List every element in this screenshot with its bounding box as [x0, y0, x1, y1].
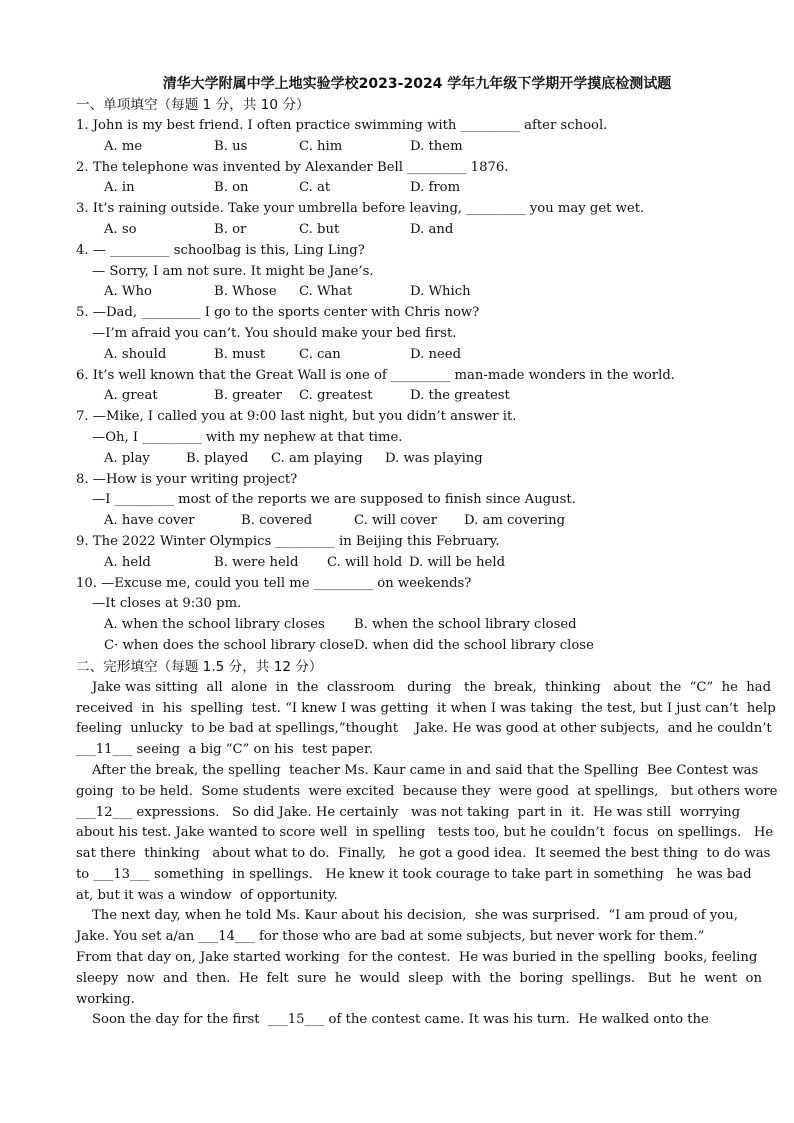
answer-option: D. the greatest — [410, 388, 510, 404]
answer-option: B. were held — [214, 554, 299, 570]
passage-paragraph — [76, 906, 738, 948]
passage-line: to ___13___ something in spellings. He knew it took courage to take part in something he was bad — [76, 866, 752, 882]
options-row — [76, 282, 718, 303]
page-title: 清华大学附属中学上地实验学校2023-2024 学年九年级下学期开学摸底检测试题 — [162, 76, 672, 92]
answer-option: A. should — [104, 346, 167, 362]
passage-paragraph — [76, 678, 776, 761]
answer-option: B. covered — [241, 513, 313, 529]
question-dialog-line: —Oh, I _________ with my nephew at that time. — [92, 429, 403, 445]
question-stem: 2. The telephone was invented by Alexander Bell _________ 1876. — [76, 159, 509, 175]
answer-option: A. held — [104, 554, 151, 570]
answer-option: D. them — [410, 138, 463, 154]
options-row — [76, 386, 718, 407]
answer-option: D. when did the school library close — [354, 637, 594, 653]
answer-option: C. greatest — [299, 388, 373, 404]
question-dialog-line: — Sorry, I am not sure. It might be Jane’s. — [92, 263, 374, 279]
answer-option: C. will hold — [327, 554, 403, 570]
answer-option: B. Whose — [214, 284, 277, 300]
options-row — [76, 449, 718, 470]
exam-page — [76, 74, 778, 1031]
answer-option: B. or — [214, 221, 247, 237]
question-stem: 1. John is my best friend. I often practice swimming with _________ after school. — [76, 118, 608, 133]
section1-questions — [76, 116, 718, 657]
passage-line: feeling unlucky to be bad at spellings,”thought Jake. He was good at other subjects, and he couldn’t — [76, 721, 772, 737]
question-dialog-line: —I’m afraid you can’t. You should make your bed first. — [92, 325, 457, 341]
question-stem: 10. —Excuse me, could you tell me _________ on weekends? — [76, 575, 472, 591]
question-stem: 3. It’s raining outside. Take your umbrella before leaving, _________ you may get wet. — [76, 201, 645, 217]
passage-paragraph — [76, 1010, 718, 1031]
options-row — [76, 345, 718, 366]
passage-line: working. — [76, 991, 135, 1007]
passage-line: sleepy now and then. He felt sure he would sleep with the boring spellings. But he went on — [76, 970, 762, 986]
passage-line: From that day on, Jake started working for the contest. He was buried in the spelling books, feeling — [76, 950, 758, 966]
options-row — [76, 553, 718, 574]
passage-line: Jake. You set a/an ___14___ for those who are bad at some subjects, but never work for them.” — [76, 929, 705, 945]
answer-option: C. at — [299, 180, 331, 196]
question-stem: 5. —Dad, _________ I go to the sports center with Chris now? — [76, 305, 480, 321]
answer-option: B. us — [214, 138, 248, 154]
question-dialog-line: —It closes at 9:30 pm. — [92, 596, 242, 612]
answer-option: A. Who — [104, 284, 152, 300]
answer-option: C. am playing — [271, 450, 363, 466]
answer-option: A. great — [104, 388, 158, 404]
answer-option: B. when the school library closed — [354, 617, 577, 633]
question-dialog-line: —I _________ most of the reports we are supposed to finish since August. — [92, 492, 576, 508]
options-row — [76, 636, 718, 657]
passage-line: going to be held. Some students were excited because they were good at spellings, but others wore — [76, 783, 778, 799]
answer-option: B. must — [214, 346, 266, 362]
answer-option: D. will be held — [409, 554, 506, 570]
answer-option: D. need — [410, 346, 462, 362]
answer-option: A. play — [104, 450, 150, 466]
answer-option: A. me — [104, 138, 143, 154]
answer-option: A. so — [104, 221, 137, 237]
options-row — [76, 220, 718, 241]
answer-option: C. but — [299, 221, 340, 237]
section2-heading: 二、完形填空（每题 1.5 分，共 12 分） — [76, 658, 323, 675]
answer-option: D. Which — [410, 284, 471, 300]
passage-line: sat there thinking about what to do. Finally, he got a good idea. It seemed the best thing to do was — [76, 846, 771, 862]
options-row — [76, 615, 718, 636]
passage-line: Soon the day for the first ___15___ of the contest came. It was his turn. He walked onto the — [92, 1012, 709, 1028]
passage-line: received in his spelling test. “I knew I was getting it when I was taking the test, but I just can’t help — [76, 700, 776, 716]
question-stem: 7. —Mike, I called you at 9:00 last night, but you didn’t answer it. — [76, 409, 517, 425]
answer-option: C. him — [299, 138, 343, 154]
answer-option: B. played — [186, 450, 249, 466]
section2-passage — [76, 678, 778, 1032]
answer-option: C. What — [299, 284, 353, 300]
answer-option: D. and — [410, 221, 454, 237]
answer-option: C· when does the school library close — [104, 637, 354, 653]
answer-option: A. in — [104, 180, 135, 196]
options-row — [76, 137, 718, 158]
answer-option: B. greater — [214, 388, 282, 404]
passage-line: After the break, the spelling teacher Ms. Kaur came in and said that the Spelling Bee Contest was — [92, 762, 759, 778]
question-stem: 8. —How is your writing project? — [76, 471, 298, 487]
question-stem: 9. The 2022 Winter Olympics _________ in Beijing this February. — [76, 533, 500, 549]
section1-heading: 一、单项填空（每题 1 分，共 10 分） — [76, 97, 310, 113]
answer-option: A. have cover — [104, 513, 195, 529]
answer-option: D. am covering — [464, 513, 566, 529]
passage-line: ___12___ expressions. So did Jake. He certainly was not taking part in it. He was still worrying — [76, 804, 741, 820]
passage-paragraph — [76, 761, 778, 907]
answer-option: D. was playing — [385, 450, 483, 466]
passage-line: about his test. Jake wanted to score well in spelling tests too, but he couldn’t focus on spellings. He — [76, 825, 774, 841]
question-stem: 6. It’s well known that the Great Wall is one of _________ man-made wonders in the world. — [76, 367, 675, 383]
answer-option: C. can — [299, 346, 341, 362]
options-row — [76, 178, 718, 199]
passage-line: Jake was sitting all alone in the classroom during the break, thinking about the “C” he had — [92, 679, 772, 695]
answer-option: A. when the school library closes — [104, 617, 325, 633]
question-stem: 4. — _________ schoolbag is this, Ling Ling? — [76, 242, 365, 258]
answer-option: B. on — [214, 180, 249, 196]
answer-option: C. will cover — [354, 513, 438, 529]
passage-paragraph — [76, 948, 762, 1010]
options-row — [76, 511, 718, 532]
answer-option: D. from — [410, 180, 461, 196]
passage-line: at, but it was a window of opportunity. — [76, 887, 338, 903]
passage-line: ___11___ seeing a big “C” on his test paper. — [76, 742, 374, 758]
passage-line: The next day, when he told Ms. Kaur about his decision, she was surprised. “I am proud of you, — [92, 908, 738, 924]
